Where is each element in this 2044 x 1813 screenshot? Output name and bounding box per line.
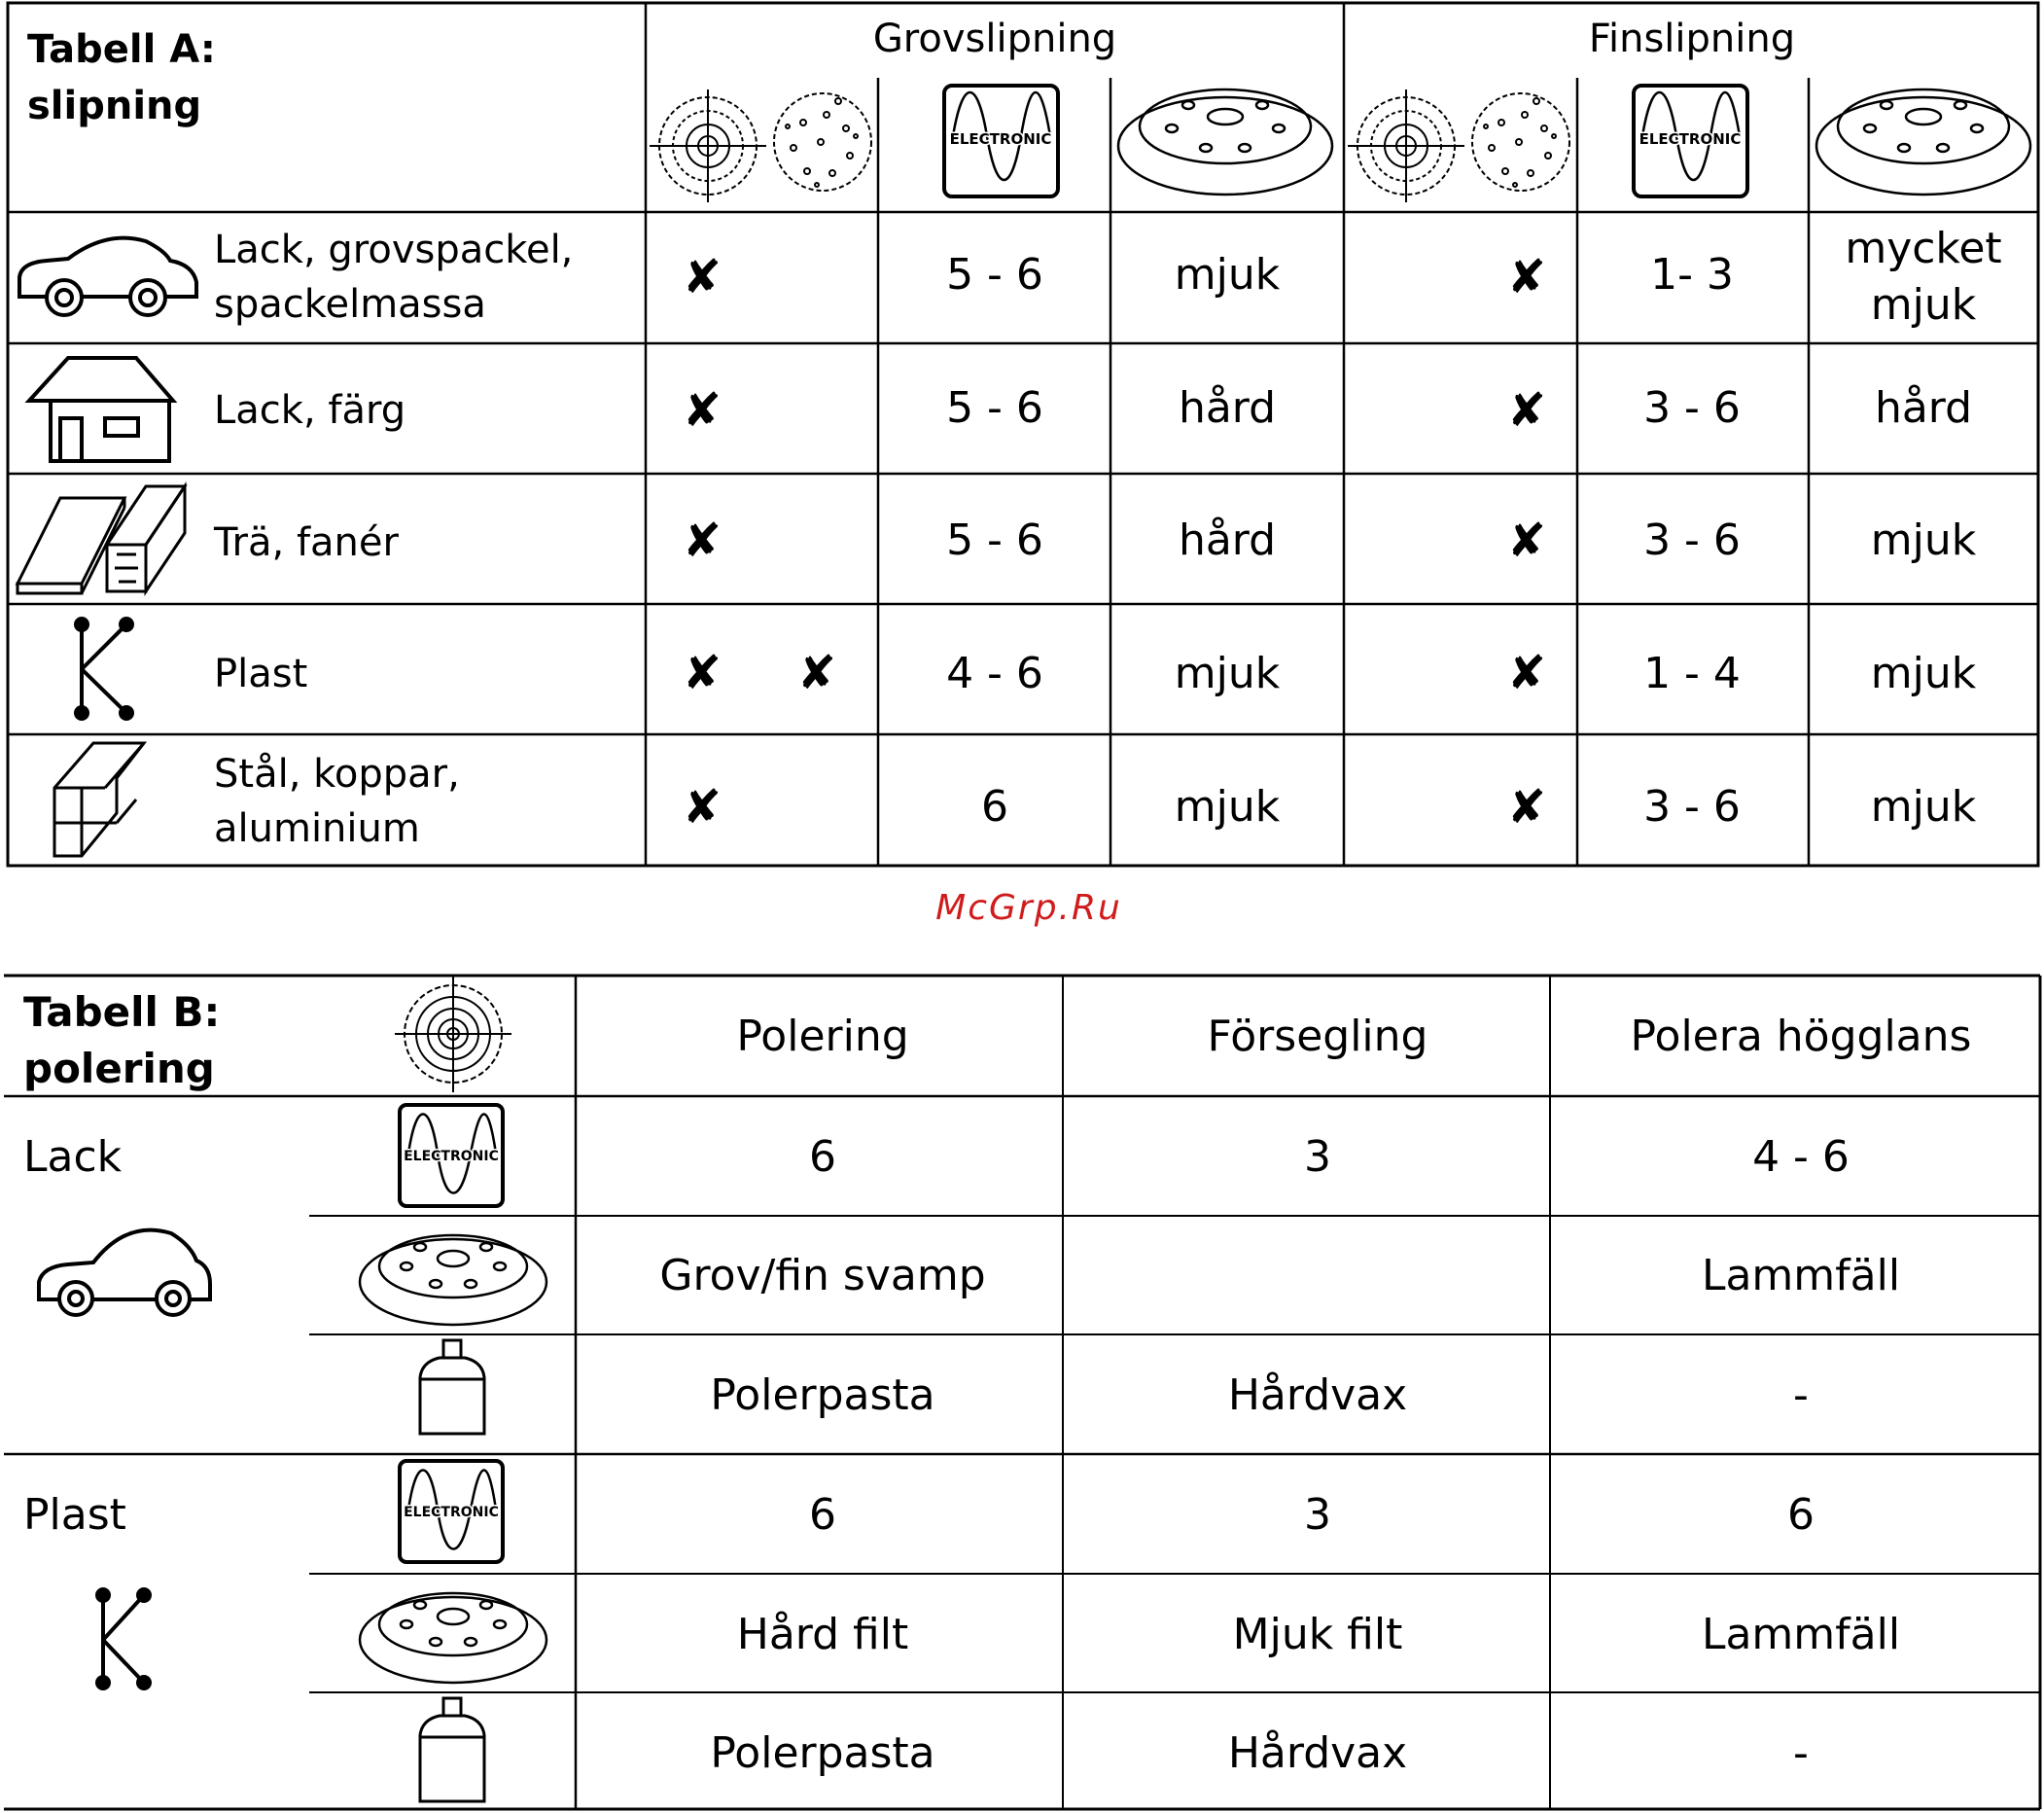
check-mark: ✘ [1506, 780, 1547, 835]
cell-value: Mjuk filt [1232, 1610, 1403, 1659]
pad-hardness-line: mjuk [1870, 280, 1977, 330]
pad-hardness: mjuk [1174, 649, 1281, 698]
speed-value: 5 - 6 [946, 250, 1043, 300]
backing-pad-icon [360, 1593, 546, 1683]
speed-value: 6 [981, 782, 1008, 832]
backing-pad-icon [360, 1235, 546, 1325]
speed-value: 1 - 4 [1643, 649, 1741, 698]
cell-value: - [1793, 1728, 1809, 1778]
speed-value: 3 - 6 [1643, 383, 1741, 433]
check-mark: ✘ [682, 383, 722, 438]
check-mark: ✘ [682, 780, 722, 835]
table-b-title [23, 984, 220, 1097]
material-line: Lack, grovspackel, [214, 228, 574, 272]
pad-hardness-line: mycket [1845, 224, 2002, 273]
speed-value: 3 - 6 [1643, 515, 1741, 565]
pad-hardness: hård [1178, 515, 1277, 565]
pad-hardness: mjuk [1174, 250, 1281, 300]
group-material-label: Plast [23, 1490, 126, 1540]
material-label: Plast [214, 652, 308, 696]
polish-bottle-icon [420, 1698, 484, 1801]
pad-hardness: mjuk [1870, 649, 1977, 698]
material-label: Lack, färg [214, 388, 406, 433]
table-b-title-line2: polering [23, 1045, 215, 1092]
plastic-icon [97, 1589, 150, 1689]
column-header-polering: Polering [736, 1012, 909, 1061]
cell-value: 3 [1304, 1490, 1331, 1540]
table-b-title-line1: Tabell B: [23, 988, 221, 1036]
car-icon [39, 1230, 210, 1315]
cell-value: 4 - 6 [1752, 1132, 1850, 1182]
column-header-forsegling: Försegling [1207, 1012, 1428, 1061]
pad-hardness: mjuk [1870, 515, 1977, 565]
polishing-bonnet-icon [395, 976, 511, 1092]
table-a-title-line2: slipning [27, 84, 202, 128]
material-label: Trä, fanér [214, 520, 399, 565]
electronic-label: ELECTRONIC [949, 130, 1052, 148]
check-mark: ✘ [1506, 383, 1547, 438]
check-mark: ✘ [682, 646, 722, 700]
pad-hardness: hård [1178, 383, 1277, 433]
cell-value: 6 [809, 1132, 836, 1182]
polish-bottle-icon [420, 1340, 484, 1434]
pad-hardness: mjuk [1174, 782, 1281, 832]
check-mark: ✘ [682, 514, 722, 568]
cell-value: Hårdvax [1227, 1370, 1408, 1420]
cell-value: Polerpasta [710, 1728, 935, 1778]
material-line: spackelmassa [214, 282, 486, 327]
group-header-fine: Finslipning [1588, 17, 1796, 61]
cell-value: Polerpasta [710, 1370, 935, 1420]
cell-value: Hårdvax [1227, 1728, 1408, 1778]
material-line: aluminium [214, 806, 420, 851]
electronic-speed-icon [400, 1105, 503, 1206]
group-material-label: Lack [23, 1132, 123, 1182]
cell-value: 6 [1787, 1490, 1815, 1540]
cell-value: 3 [1304, 1132, 1331, 1182]
cell-value: Lammfäll [1701, 1251, 1901, 1300]
cell-value: Grov/fin svamp [659, 1251, 986, 1300]
electronic-label: ELECTRONIC [404, 1149, 499, 1164]
check-mark: ✘ [796, 646, 837, 700]
pad-hardness: mjuk [1870, 782, 1977, 832]
speed-value: 5 - 6 [946, 383, 1043, 433]
electronic-label: ELECTRONIC [1639, 130, 1742, 148]
cell-value: Lammfäll [1701, 1610, 1901, 1659]
check-mark: ✘ [1506, 250, 1547, 304]
group-header-coarse: Grovslipning [872, 17, 1117, 61]
watermark-link[interactable]: McGrp.Ru [935, 888, 1122, 928]
speed-value: 3 - 6 [1643, 782, 1741, 832]
cell-value: - [1793, 1370, 1809, 1420]
column-header-polera-hogglans: Polera högglans [1630, 1012, 1972, 1061]
electronic-label: ELECTRONIC [404, 1505, 499, 1520]
electronic-speed-icon [400, 1461, 503, 1562]
cell-value: Hård filt [736, 1610, 909, 1659]
check-mark: ✘ [682, 250, 722, 304]
pad-hardness: hård [1874, 383, 1973, 433]
check-mark: ✘ [1506, 514, 1547, 568]
cell-value: 6 [809, 1490, 836, 1540]
check-mark: ✘ [1506, 646, 1547, 700]
table-a-title-line1: Tabell A: [27, 27, 216, 72]
speed-value: 1- 3 [1650, 250, 1734, 300]
speed-value: 4 - 6 [946, 649, 1043, 698]
speed-value: 5 - 6 [946, 515, 1043, 565]
material-line: Stål, koppar, [214, 752, 460, 797]
